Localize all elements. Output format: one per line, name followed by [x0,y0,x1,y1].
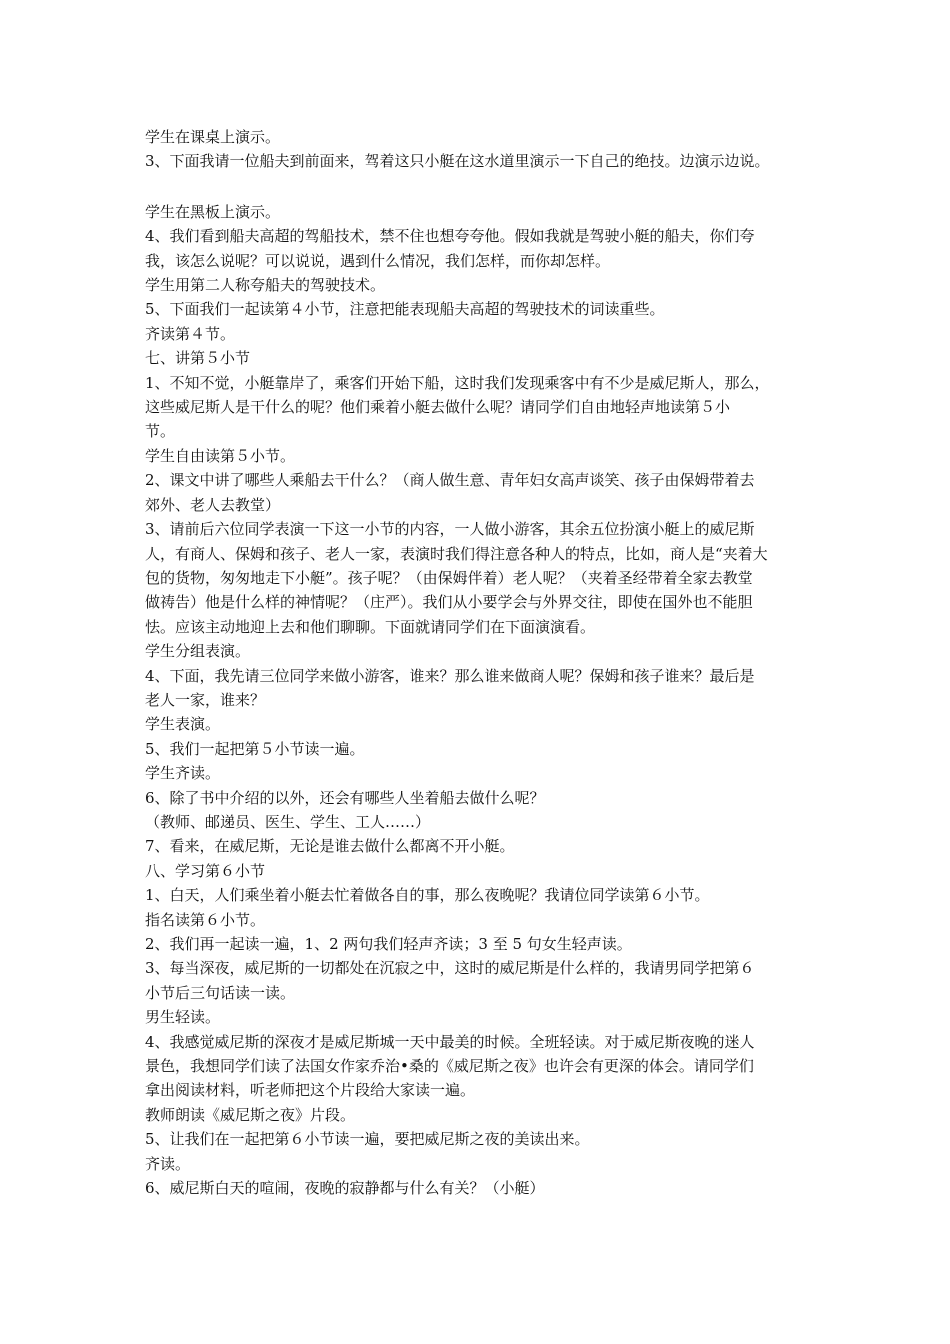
paragraph: 4、下面，我先请三位同学来做小游客，谁来？那么谁来做商人呢？保姆和孩子谁来？最后是 老人一家，谁来？ [145,666,755,709]
paragraph: 7、看来，在威尼斯，无论是谁去做什么都离不开小艇。 [145,837,515,856]
paragraph: 5、我们一起把第５小节读一遍。 [145,739,365,758]
paragraph: 6、除了书中介绍的以外，还会有哪些人坐着船去做什么呢？ [145,788,545,807]
paragraph: 1、白天，人们乘坐着小艇去忙着做各自的事，那么夜晚呢？我请位同学读第６小节。 [145,886,710,905]
paragraph: 3、下面我请一位船夫到前面来，驾着这只小艇在这水道里演示一下自己的绝技。边演示边说。 [145,152,770,171]
section-heading: 七、讲第５小节 [145,349,251,368]
paragraph: 4、我感觉威尼斯的深夜才是威尼斯城一天中最美的时候。全班轻读。对于威尼斯夜晚的迷人 景色，我想同学们读了法国女作家乔治•桑的《威尼斯之夜》也许会有更深的体会。请同学们 拿出阅读材料，听老师把这个片段给大家读一遍。 [145,1032,755,1100]
paragraph: 男生轻读。 [145,1008,221,1027]
section-heading: 八、学习第６小节 [145,861,266,880]
paragraph: 4、我们看到船夫高超的驾船技术，禁不住也想夸夸他。假如我就是驾驶小艇的船夫，你们夸 我，该怎么说呢？可以说说，遇到什么情况，我们怎样，而你却怎样。 [145,227,755,270]
paragraph: 3、请前后六位同学表演一下这一小节的内容，一人做小游客，其余五位扮演小艇上的威尼斯 人，有商人、保姆和孩子、老人一家，表演时我们得注意各种人的特点，比如，商人是“夹着大 包的货物，匆匆地走下小艇”。孩子呢？（由保姆伴着）老人呢？（夹着圣经带着全家去教堂 做祷告）他是什么样的神情呢？（庄严）。我们从小要学会与外界交往，即使在国外也不能胆 怯。应该主动地迎上去和他们聊聊。下面就请同学们在下面演演看。 [145,520,768,636]
paragraph: 指名读第６小节。 [145,910,266,929]
paragraph: 6、威尼斯白天的喧闹，夜晚的寂静都与什么有关？（小艇） [145,1179,545,1198]
paragraph: 2、课文中讲了哪些人乘船去干什么？（商人做生意、青年妇女高声谈笑、孩子由保姆带着去 郊外、老人去教堂） [145,471,755,514]
paragraph: 2、我们再一起读一遍，1、2 两句我们轻声齐读；3 至 5 句女生轻声读。 [145,935,632,953]
paragraph: （教师、邮递员、医生、学生、工人……） [145,812,431,831]
paragraph: 教师朗读《威尼斯之夜》片段。 [145,1105,356,1124]
paragraph: 学生齐读。 [145,764,221,783]
paragraph: 学生自由读第５小节。 [145,446,296,465]
paragraph: 5、让我们在一起把第６小节读一遍，要把威尼斯之夜的美读出来。 [145,1130,590,1149]
blank-line [145,174,825,200]
paragraph: 齐读。 [145,1154,191,1173]
paragraph: 1、不知不觉，小艇靠岸了，乘客们开始下船，这时我们发现乘客中有不少是威尼斯人，那么， 这些威尼斯人是干什么的呢？他们乘着小艇去做什么呢？请同学们自由地轻声地读第５小 节。 [145,373,770,441]
paragraph: 齐读第４节。 [145,324,236,343]
paragraph: 5、下面我们一起读第４小节，注意把能表现船夫高超的驾驶技术的词读重些。 [145,300,665,319]
paragraph: 学生在黑板上演示。 [145,202,281,221]
paragraph: 学生用第二人称夸船夫的驾驶技术。 [145,276,386,295]
paragraph: 3、每当深夜，威尼斯的一切都处在沉寂之中，这时的威尼斯是什么样的，我请男同学把第６ 小节后三句话读一读。 [145,959,755,1002]
paragraph: 学生表演。 [145,715,221,734]
paragraph: 学生分组表演。 [145,642,251,661]
document-body [145,125,825,1200]
paragraph: 学生在课桌上演示。 [145,128,281,146]
